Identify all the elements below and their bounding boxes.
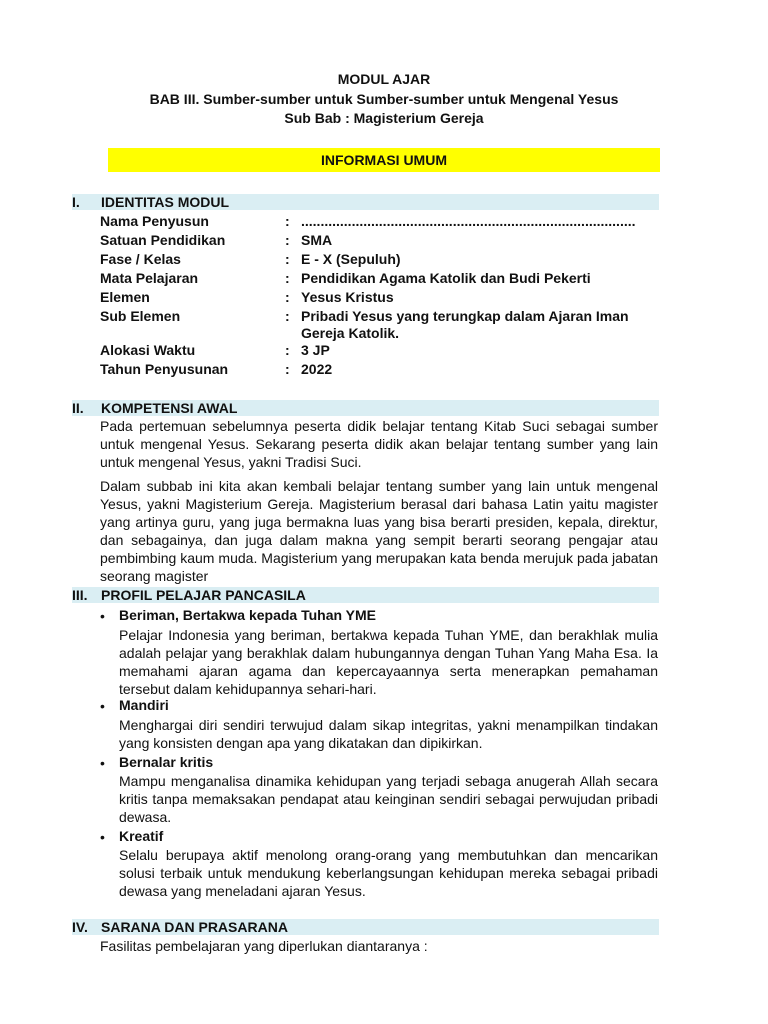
profile-heading: Bernalar kritis <box>119 754 214 770</box>
row-value: 3 JP <box>301 342 330 358</box>
row-colon: : <box>285 270 290 286</box>
paragraph: Dalam subbab ini kita akan kembali belajar tentang sumber yang lain untuk mengenal Yesus, yakni Magisterium Gereja. Magisterium berasal dari bahasa Latin yaitu magister yang artinya guru, yang juga bermakna luas yang bisa berarti presiden, kepala, direktur, dan sebagainya, dan juga dalam makna yang sempit berarti seorang pengajar atau pembimbing kaum muda. Magisterium yang merupakan kata benda merujuk pada jabatan seorang magister <box>100 478 658 584</box>
profile-text: Mampu menganalisa dinamika kehidupan yang terjadi sebaga anugerah Allah secara kritis tanpa memaksakan pendapat atau keinginan sendiri sebagai perwujudan pribadi dewasa. <box>119 773 658 825</box>
row-value: ...................................................................................... <box>301 213 636 229</box>
section-kompetensi-awal <box>72 400 659 416</box>
section-profil-pelajar <box>72 587 659 603</box>
document-title: MODUL AJAR <box>337 71 431 87</box>
row-label: Mata Pelajaran <box>100 270 199 286</box>
row-colon: : <box>285 232 290 248</box>
bullet-icon: • <box>100 698 105 714</box>
row-colon: : <box>285 251 290 267</box>
row-value: SMA <box>301 232 333 248</box>
section-sarana-prasarana <box>72 919 659 935</box>
profile-heading: Kreatif <box>119 828 164 844</box>
row-value: E - X (Sepuluh) <box>301 251 401 267</box>
section-title: PROFIL PELAJAR PANCASILA <box>101 587 306 603</box>
row-label: Alokasi Waktu <box>100 342 196 358</box>
section-number: III. <box>72 587 88 603</box>
row-label: Satuan Pendidikan <box>100 232 226 248</box>
profile-text: Menghargai diri sendiri terwujud dalam sikap integritas, yakni menampilkan tindakan yang konsisten dengan apa yang dikatakan dan dipikirkan. <box>119 717 658 751</box>
section-title: KOMPETENSI AWAL <box>101 400 238 416</box>
row-label: Nama Penyusun <box>100 213 209 229</box>
row-label: Elemen <box>100 289 150 305</box>
paragraph: Fasilitas pembelajaran yang diperlukan diantaranya : <box>100 938 428 954</box>
row-label: Tahun Penyusunan <box>100 361 229 377</box>
row-value: Pendidikan Agama Katolik dan Budi Pekerti <box>301 270 591 286</box>
section-title: IDENTITAS MODUL <box>101 194 230 210</box>
subchapter-heading: Sub Bab : Magisterium Gereja <box>284 110 484 126</box>
profile-heading: Mandiri <box>119 697 169 713</box>
section-number: I. <box>72 194 80 210</box>
profile-text: Selalu berupaya aktif menolong orang-orang yang membutuhkan dan mencarikan solusi terbaik untuk mendukung keberlangsungan kehidupan mereka sebagai pribadi dewasa yang meneladani ajaran Yesus. <box>119 847 658 899</box>
section-title: SARANA DAN PRASARANA <box>101 919 288 935</box>
row-value: Pribadi Yesus yang terungkap dalam Ajaran Iman Gereja Katolik. <box>301 308 629 341</box>
row-colon: : <box>285 289 290 305</box>
row-colon: : <box>285 213 290 229</box>
bullet-icon: • <box>100 608 105 624</box>
paragraph: Pada pertemuan sebelumnya peserta didik belajar tentang Kitab Suci sebagai sumber untuk mengenal Yesus. Sekarang peserta didik akan belajar tentang sumber yang lain untuk mengenal Yesus, yakni Tradisi Suci. <box>100 418 658 470</box>
row-value: 2022 <box>301 361 333 377</box>
profile-text: Pelajar Indonesia yang beriman, bertakwa kepada Tuhan YME, dan berakhlak mulia adalah pelajar yang berakhlak dalam hubungannya dengan Tuhan Yang Maha Esa. Ia memahami ajaran agama dan kepercayaannya serta menerapkan pemahaman tersebut dalam kehidupannya sehari-hari. <box>119 627 658 697</box>
row-colon: : <box>285 361 290 377</box>
row-label: Sub Elemen <box>100 308 181 324</box>
bullet-icon: • <box>100 829 105 845</box>
info-umum-banner: INFORMASI UMUM <box>108 148 660 172</box>
section-number: IV. <box>72 919 88 935</box>
section-identitas-modul <box>72 194 659 210</box>
profile-heading: Beriman, Bertakwa kepada Tuhan YME <box>119 607 377 623</box>
row-value: Yesus Kristus <box>301 289 394 305</box>
row-colon: : <box>285 308 290 324</box>
chapter-heading: BAB III. Sumber-sumber untuk Sumber-sumber untuk Mengenal Yesus <box>149 91 619 107</box>
row-colon: : <box>285 342 290 358</box>
row-label: Fase / Kelas <box>100 251 181 267</box>
bullet-icon: • <box>100 755 105 771</box>
section-number: II. <box>72 400 84 416</box>
